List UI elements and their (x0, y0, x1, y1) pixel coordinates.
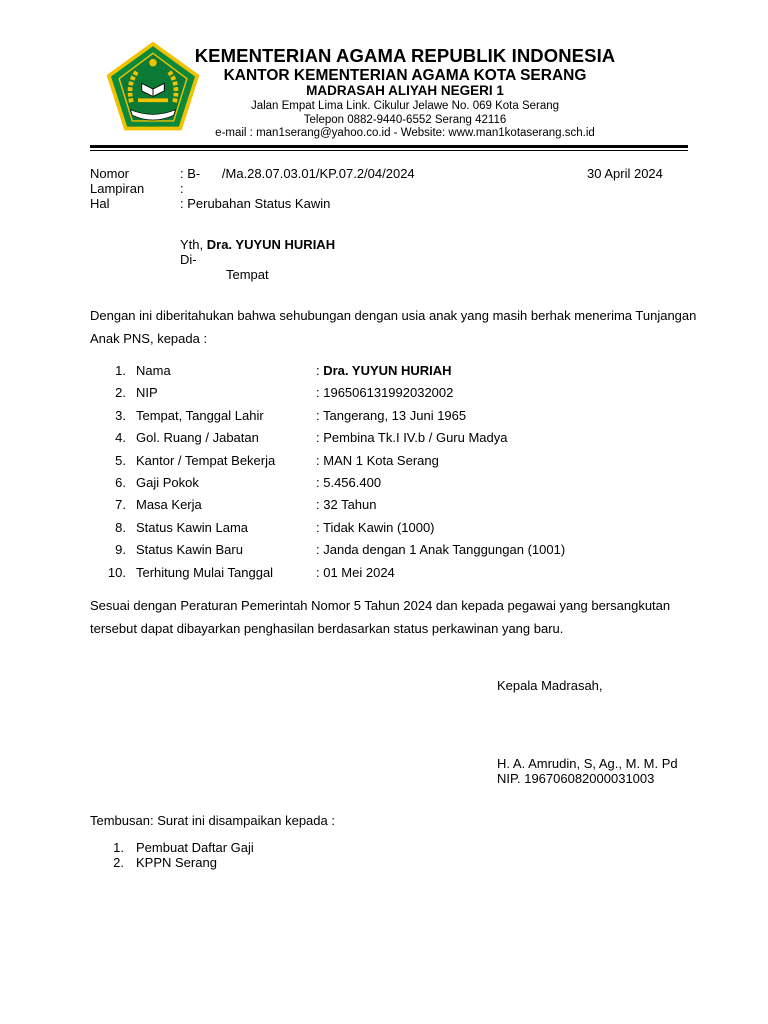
detail-colon: : (316, 385, 324, 400)
nomor-label: Nomor (90, 166, 130, 181)
detail-value: 01 Mei 2024 (323, 565, 395, 580)
detail-number: 8. (115, 520, 126, 535)
recipient-line (180, 237, 335, 253)
school-title: MADRASAH ALIYAH NEGERI 1 (306, 83, 504, 98)
detail-value: Pembina Tk.I IV.b / Guru Madya (323, 430, 508, 445)
letterhead-rule-thin (90, 150, 688, 151)
detail-label: Nama (136, 363, 171, 378)
recipient-di: Di- (180, 252, 197, 267)
closing-line-2: tersebut dapat dibayarkan penghasilan berdasarkan status perkawinan yang baru. (90, 621, 564, 636)
detail-colon: : (316, 453, 324, 468)
detail-number: 4. (115, 430, 126, 445)
detail-label: NIP (136, 385, 158, 400)
detail-value-line (316, 430, 508, 446)
detail-value: Tangerang, 13 Juni 1965 (323, 408, 467, 423)
school-address: Jalan Empat Lima Link. Cikulur Jelawe No. 069 Kota Serang (250, 100, 560, 112)
detail-value: 5.456.400 (323, 475, 382, 490)
tembusan-item-number: 2. (113, 855, 124, 870)
detail-value: MAN 1 Kota Serang (323, 453, 439, 468)
tembusan-item-number: 1. (113, 840, 124, 855)
signature-title: Kepala Madrasah, (497, 678, 603, 693)
detail-label: Masa Kerja (136, 497, 202, 512)
detail-number: 10. (107, 565, 126, 580)
detail-value: 32 Tahun (323, 497, 377, 512)
detail-colon: : (316, 408, 323, 423)
detail-label: Status Kawin Lama (136, 520, 249, 535)
detail-number: 7. (115, 497, 126, 512)
detail-number: 3. (115, 408, 126, 423)
detail-label: Kantor / Tempat Bekerja (136, 453, 276, 468)
ministry-title: KEMENTERIAN AGAMA REPUBLIK INDONESIA (194, 45, 616, 66)
detail-value: Dra. YUYUN HURIAH (323, 363, 452, 378)
letterhead-rule-thick (90, 145, 688, 148)
detail-colon: : (316, 430, 324, 445)
office-title: KANTOR KEMENTERIAN AGAMA KOTA SERANG (223, 67, 587, 84)
detail-value-line (316, 475, 381, 491)
detail-value: Janda dengan 1 Anak Tanggungan (1001) (323, 542, 566, 557)
detail-label: Tempat, Tanggal Lahir (136, 408, 264, 423)
detail-value-line (316, 363, 452, 379)
detail-value-line (316, 565, 395, 581)
detail-colon: : (316, 475, 324, 490)
tembusan-label: Tembusan: Surat ini disampaikan kepada : (90, 813, 335, 828)
detail-value-line (316, 408, 466, 424)
school-phone: Telepon 0882-9440-6552 Serang 42116 (303, 114, 507, 126)
detail-value-line (316, 453, 439, 469)
detail-label: Terhitung Mulai Tanggal (136, 565, 274, 580)
letter-date: 30 April 2024 (587, 166, 663, 181)
lampiran-value: : (180, 181, 184, 196)
hal-label: Hal (90, 196, 110, 211)
detail-colon: : (316, 497, 324, 512)
signature-name: H. A. Amrudin, S, Ag., M. M. Pd (497, 756, 678, 771)
detail-value-line (316, 520, 435, 536)
tembusan-item: KPPN Serang (136, 855, 217, 870)
tembusan-item: Pembuat Daftar Gaji (136, 840, 254, 855)
detail-colon: : (316, 363, 324, 378)
detail-value: Tidak Kawin (1000) (323, 520, 435, 535)
lampiran-label: Lampiran (90, 181, 145, 196)
detail-value-line (316, 542, 565, 558)
detail-number: 9. (115, 542, 126, 557)
closing-line-1: Sesuai dengan Peraturan Pemerintah Nomor 5 Tahun 2024 dan kepada pegawai yang bersangkutan (90, 598, 671, 613)
detail-number: 5. (115, 453, 126, 468)
detail-value-line (316, 497, 377, 513)
detail-colon: : (316, 565, 324, 580)
detail-colon: : (316, 520, 323, 535)
intro-line-2: Anak PNS, kepada : (90, 331, 208, 346)
detail-value-line (316, 385, 453, 401)
detail-label: Status Kawin Baru (136, 542, 243, 557)
detail-label: Gaji Pokok (136, 475, 199, 490)
detail-number: 1. (115, 363, 126, 378)
recipient-place: Tempat (226, 267, 269, 282)
nomor-value: : B- /Ma.28.07.03.01/KP.07.2/04/2024 (180, 166, 415, 181)
detail-value: 196506131992032002 (323, 385, 454, 400)
detail-label: Gol. Ruang / Jabatan (136, 430, 259, 445)
recipient-name: Dra. YUYUN HURIAH (206, 237, 336, 252)
school-contact: e-mail : man1serang@yahoo.co.id - Website: www.man1kotaserang.sch.id (215, 127, 595, 139)
detail-colon: : (316, 542, 324, 557)
kemenag-logo (106, 42, 200, 136)
detail-number: 6. (115, 475, 126, 490)
intro-line-1: Dengan ini diberitahukan bahwa sehubungan dengan usia anak yang masih berhak menerima Tunjangan (90, 308, 697, 323)
signature-nip: NIP. 196706082000031003 (497, 771, 655, 786)
recipient-prefix: Yth, (180, 237, 207, 252)
hal-value: : Perubahan Status Kawin (180, 196, 331, 211)
detail-number: 2. (115, 385, 126, 400)
